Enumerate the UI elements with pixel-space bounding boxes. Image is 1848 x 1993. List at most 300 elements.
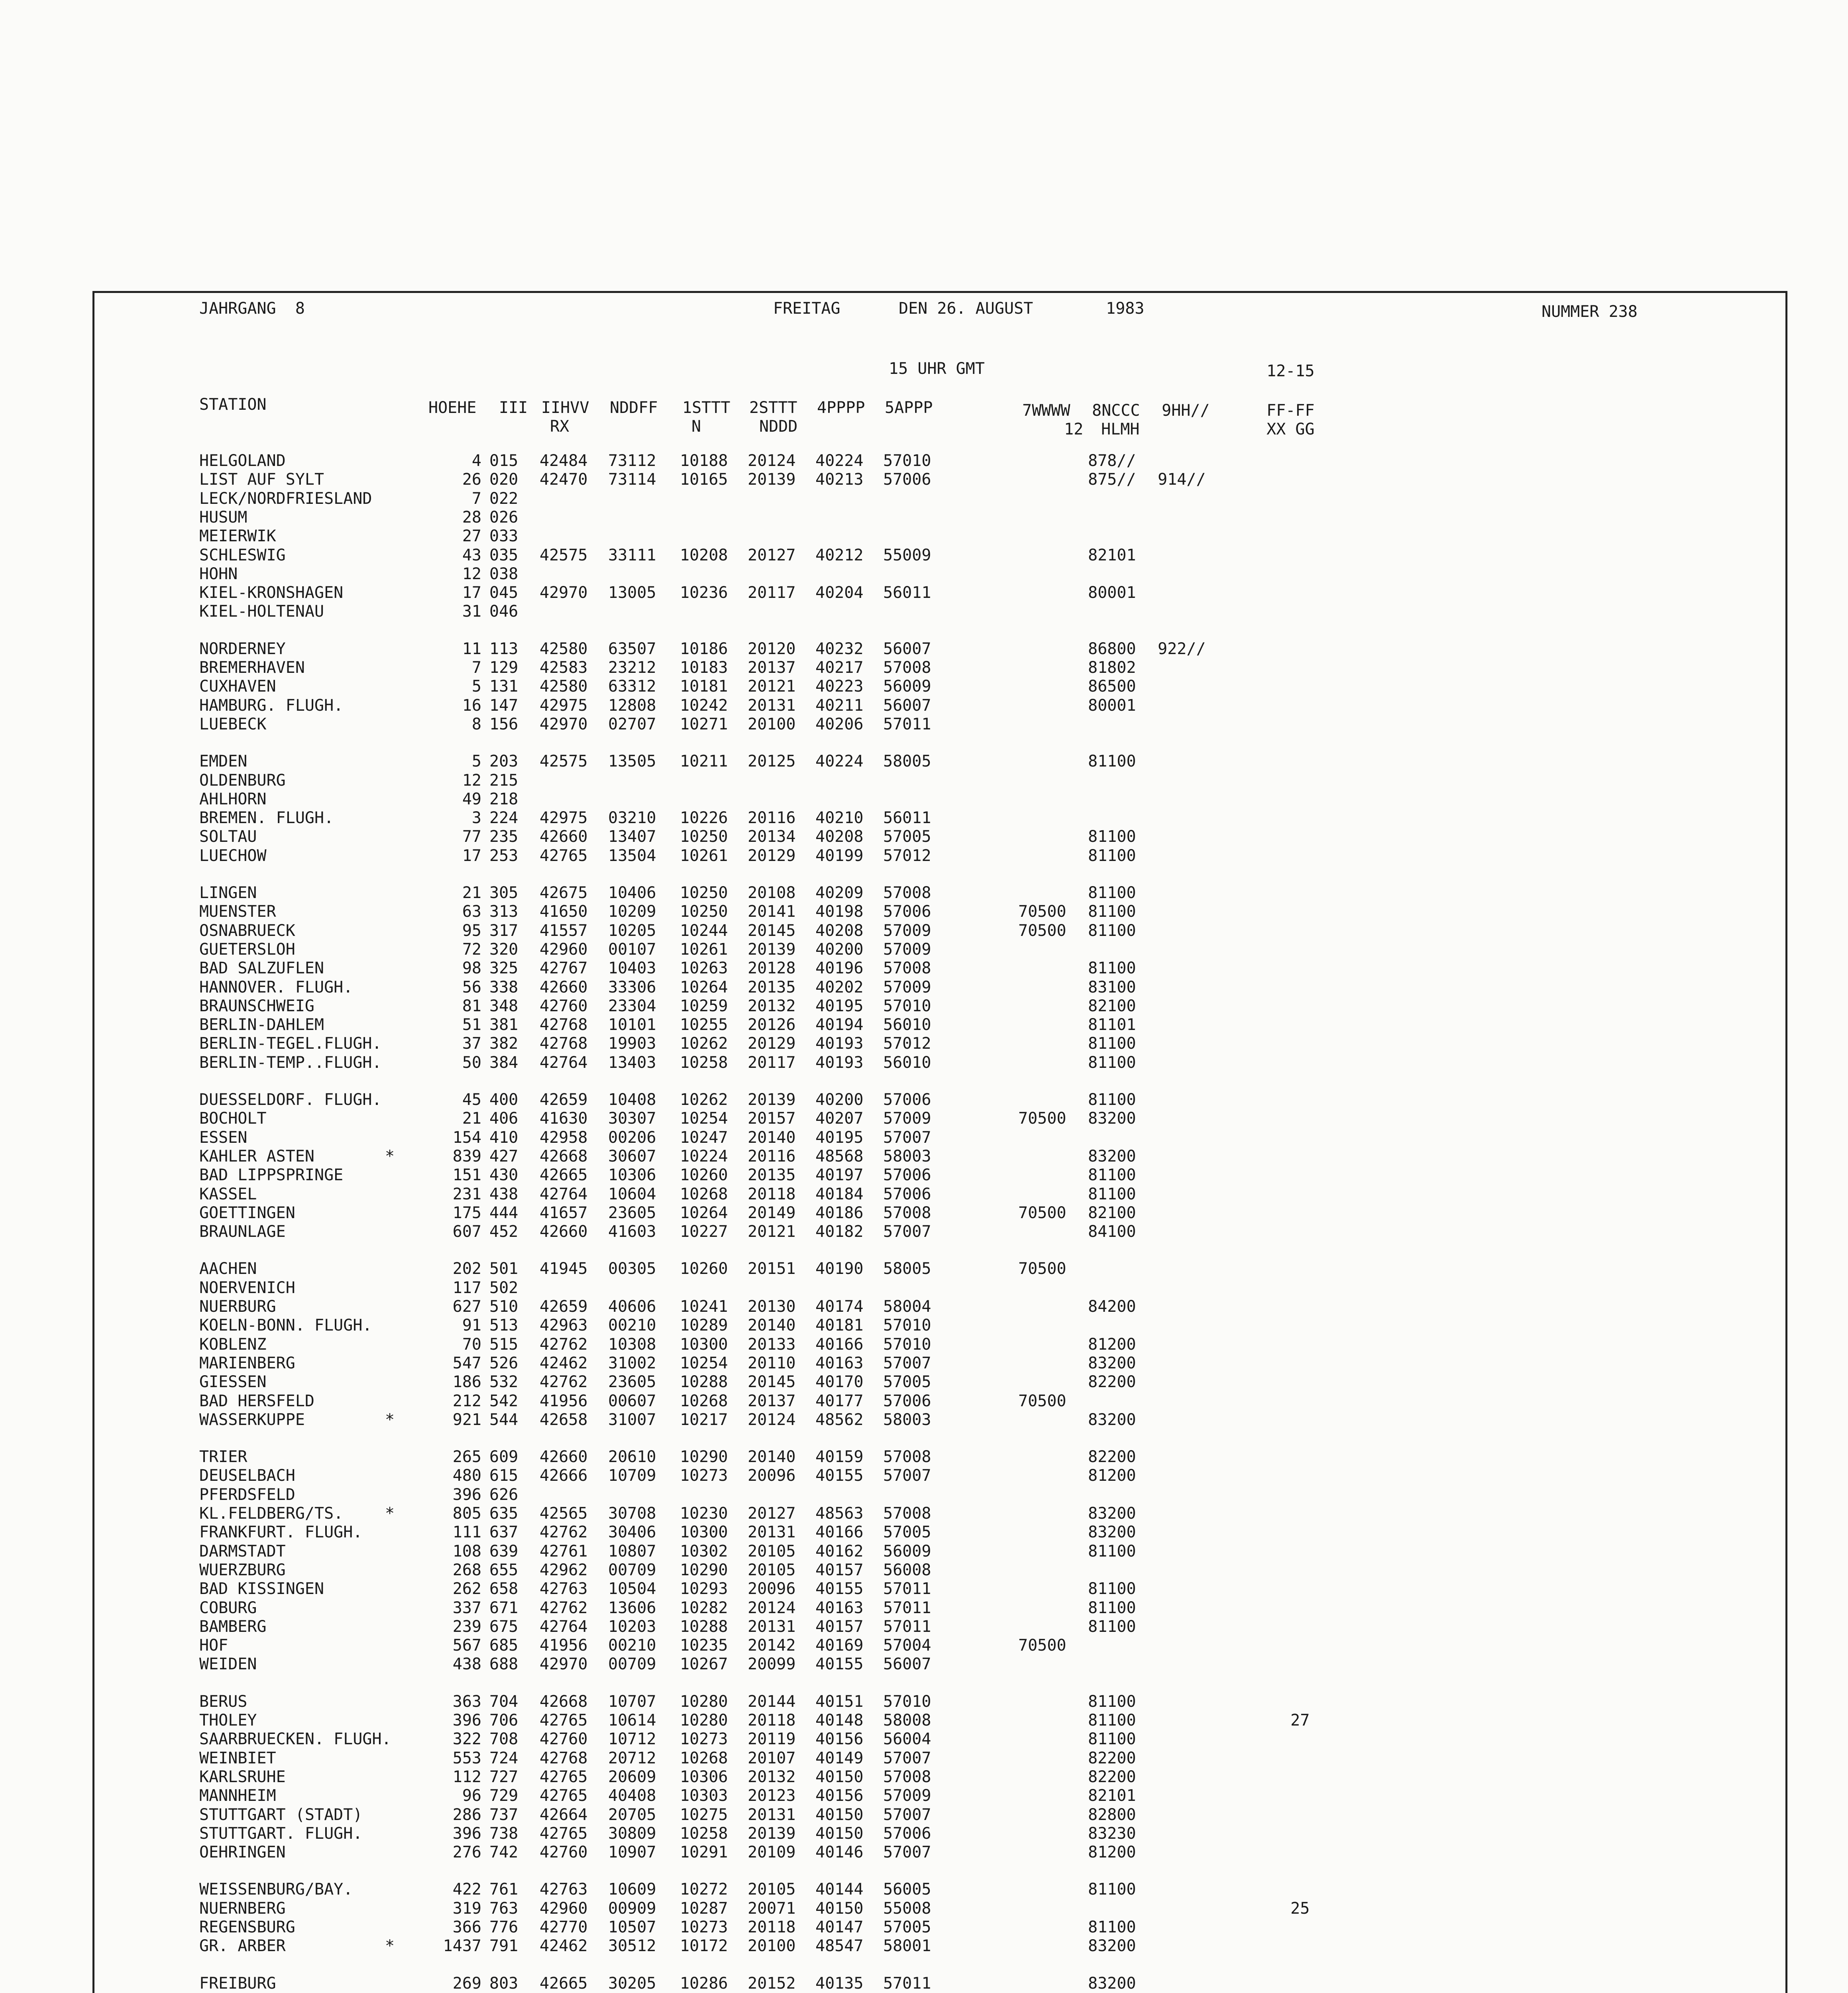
cell-2sttt: 20118 xyxy=(748,1918,796,1936)
cell-station: ESSEN xyxy=(199,1128,247,1147)
table-row xyxy=(0,1373,1848,1392)
cell-station: NUERNBERG xyxy=(199,1899,286,1918)
table-row xyxy=(0,847,1848,865)
cell-iii: 203 xyxy=(489,752,518,771)
cell-hoehe: 31 xyxy=(462,602,481,621)
cell-iihvv: 42575 xyxy=(540,752,588,771)
cell-iihvv: 42760 xyxy=(540,996,588,1015)
cell-iihvv: 42970 xyxy=(540,715,588,733)
cell-2sttt: 20135 xyxy=(748,978,796,996)
cell-1sttt: 10267 xyxy=(680,1655,728,1674)
table-row xyxy=(0,602,1848,621)
cell-iii: 235 xyxy=(489,827,518,846)
table-row xyxy=(0,1260,1848,1278)
cell-hoehe: 5 xyxy=(471,752,481,771)
col-iihvv: IIHVV xyxy=(541,399,589,417)
cell-iii: 452 xyxy=(489,1223,518,1241)
cell-hoehe: 396 xyxy=(452,1711,481,1730)
cell-station: DUESSELDORF. FLUGH. xyxy=(199,1091,382,1109)
cell-2sttt: 20100 xyxy=(748,1937,796,1956)
table-row xyxy=(0,1749,1848,1768)
cell-hoehe: 212 xyxy=(452,1392,481,1410)
cell-2sttt: 20124 xyxy=(748,1410,796,1429)
cell-nddff: 13504 xyxy=(608,846,656,865)
table-row xyxy=(0,884,1848,902)
cell-1sttt: 10303 xyxy=(680,1787,728,1805)
cell-2sttt: 20120 xyxy=(748,639,796,658)
cell-1sttt: 10300 xyxy=(680,1335,728,1354)
cell-iii: 427 xyxy=(489,1147,518,1166)
year: 1983 xyxy=(1106,299,1145,318)
cell-station: MANNHEIM xyxy=(199,1787,276,1805)
table-row xyxy=(0,1730,1848,1749)
cell-4pppp: 40182 xyxy=(815,1223,864,1241)
table-row xyxy=(0,1091,1848,1109)
cell-iihvv: 42660 xyxy=(540,1448,588,1466)
cell-station: BRAUNLAGE xyxy=(199,1223,286,1241)
cell-1sttt: 10263 xyxy=(680,959,728,978)
cell-iihvv: 42765 xyxy=(540,1824,588,1843)
cell-station: OLDENBURG xyxy=(199,771,286,790)
table-row xyxy=(0,1335,1848,1354)
cell-station: EMDEN xyxy=(199,752,247,771)
cell-hoehe: 151 xyxy=(452,1166,481,1185)
cell-1sttt: 10302 xyxy=(680,1542,728,1561)
cell-nddff: 00210 xyxy=(608,1316,656,1335)
cell-2sttt: 20134 xyxy=(748,827,796,846)
cell-4pppp: 40155 xyxy=(815,1655,864,1674)
cell-nddff: 30307 xyxy=(608,1109,656,1128)
cell-8nccc: 81200 xyxy=(1088,1335,1136,1354)
cell-4pppp: 40181 xyxy=(815,1316,864,1335)
cell-8nccc: 81802 xyxy=(1088,658,1136,677)
cell-iihvv: 42768 xyxy=(540,1749,588,1767)
cell-1sttt: 10290 xyxy=(680,1448,728,1466)
table-row xyxy=(0,1316,1848,1335)
cell-8nccc: 81100 xyxy=(1088,921,1136,940)
cell-station: BOCHOLT xyxy=(199,1109,267,1128)
cell-nddff: 13005 xyxy=(608,584,656,602)
cell-hoehe: 43 xyxy=(462,546,481,564)
cell-nddff: 73112 xyxy=(608,452,656,470)
cell-1sttt: 10275 xyxy=(680,1805,728,1824)
cell-station: TRIER xyxy=(199,1448,247,1466)
cell-iihvv: 41956 xyxy=(540,1636,588,1655)
cell-8nccc: 81100 xyxy=(1088,1091,1136,1109)
table-row xyxy=(0,1711,1848,1730)
table-row xyxy=(0,470,1848,489)
cell-iii: 338 xyxy=(489,978,518,996)
date: DEN 26. AUGUST xyxy=(899,299,1033,318)
table-row xyxy=(0,978,1848,997)
cell-2sttt: 20096 xyxy=(748,1466,796,1485)
cell-5appp: 56004 xyxy=(883,1730,931,1749)
cell-nddff: 13606 xyxy=(608,1598,656,1617)
cell-2sttt: 20123 xyxy=(748,1787,796,1805)
cell-7wwww: 70500 xyxy=(1018,921,1066,940)
cell-5appp: 57005 xyxy=(883,827,931,846)
cell-nddff: 23212 xyxy=(608,658,656,677)
cell-8nccc: 82101 xyxy=(1088,1787,1136,1805)
cell-iii: 688 xyxy=(489,1655,518,1674)
cell-iihvv: 42975 xyxy=(540,696,588,715)
table-row xyxy=(0,752,1848,771)
cell-5appp: 57009 xyxy=(883,921,931,940)
cell-1sttt: 10211 xyxy=(680,752,728,771)
cell-station: OEHRINGEN xyxy=(199,1843,286,1862)
cell-4pppp: 40199 xyxy=(815,846,864,865)
cell-iii: 320 xyxy=(489,940,518,959)
cell-station: STUTTGART. FLUGH. xyxy=(199,1824,363,1843)
cell-hoehe: 175 xyxy=(452,1203,481,1222)
cell-1sttt: 10165 xyxy=(680,470,728,489)
cell-hoehe: 49 xyxy=(462,790,481,808)
col-7wwww: 7WWWW xyxy=(1022,401,1070,420)
cell-nddff: 30406 xyxy=(608,1523,656,1542)
cell-iihvv: 42462 xyxy=(540,1937,588,1956)
cell-1sttt: 10236 xyxy=(680,584,728,602)
cell-ffff: 25 xyxy=(1290,1899,1310,1918)
cell-station: BAD KISSINGEN xyxy=(199,1580,324,1598)
cell-5appp: 57008 xyxy=(883,959,931,978)
cell-4pppp: 40177 xyxy=(815,1392,864,1410)
cell-hoehe: 117 xyxy=(452,1278,481,1297)
cell-station: BREMERHAVEN xyxy=(199,658,305,677)
cell-7wwww: 70500 xyxy=(1018,1203,1066,1222)
cell-5appp: 57008 xyxy=(883,1767,931,1786)
cell-iihvv: 42664 xyxy=(540,1805,588,1824)
cell-station: HOHN xyxy=(199,564,238,583)
cell-1sttt: 10250 xyxy=(680,884,728,902)
cell-nddff: 10308 xyxy=(608,1335,656,1354)
cell-hoehe: 337 xyxy=(452,1598,481,1617)
cell-4pppp: 40208 xyxy=(815,827,864,846)
cell-hoehe: 286 xyxy=(452,1805,481,1824)
cell-station: BAD LIPPSPRINGE xyxy=(199,1166,344,1185)
cell-iii: 738 xyxy=(489,1824,518,1843)
table-row xyxy=(0,658,1848,677)
cell-mountain-marker: * xyxy=(385,1504,395,1523)
cell-2sttt: 20121 xyxy=(748,1223,796,1241)
cell-station: BERLIN-TEMP..FLUGH. xyxy=(199,1053,382,1072)
cell-4pppp: 40186 xyxy=(815,1203,864,1222)
cell-nddff: 10403 xyxy=(608,959,656,978)
cell-station: AHLHORN xyxy=(199,790,267,808)
cell-1sttt: 10288 xyxy=(680,1373,728,1392)
cell-hoehe: 396 xyxy=(452,1485,481,1504)
cell-5appp: 56009 xyxy=(883,677,931,696)
cell-station: CUXHAVEN xyxy=(199,677,276,696)
cell-1sttt: 10188 xyxy=(680,452,728,470)
col-1sttt-sub: N xyxy=(691,417,701,436)
cell-5appp: 57006 xyxy=(883,902,931,921)
table-row xyxy=(0,1128,1848,1147)
cell-8nccc: 83200 xyxy=(1088,1354,1136,1372)
cell-station: HOF xyxy=(199,1636,228,1655)
table-row xyxy=(0,1974,1848,1993)
cell-station: WASSERKUPPE xyxy=(199,1410,305,1429)
cell-hoehe: 95 xyxy=(462,921,481,940)
cell-5appp: 57012 xyxy=(883,846,931,865)
cell-8nccc: 82100 xyxy=(1088,996,1136,1015)
cell-2sttt: 20116 xyxy=(748,809,796,827)
cell-nddff: 20609 xyxy=(608,1767,656,1786)
cell-iii: 704 xyxy=(489,1692,518,1711)
cell-1sttt: 10290 xyxy=(680,1561,728,1579)
cell-1sttt: 10273 xyxy=(680,1730,728,1749)
cell-1sttt: 10288 xyxy=(680,1617,728,1636)
table-row xyxy=(0,1354,1848,1373)
cell-1sttt: 10293 xyxy=(680,1580,728,1598)
cell-4pppp: 40150 xyxy=(815,1824,864,1843)
cell-1sttt: 10289 xyxy=(680,1316,728,1335)
cell-2sttt: 20124 xyxy=(748,452,796,470)
cell-8nccc: 83100 xyxy=(1088,978,1136,996)
cell-8nccc: 82101 xyxy=(1088,546,1136,564)
cell-iii: 706 xyxy=(489,1711,518,1730)
cell-hoehe: 276 xyxy=(452,1843,481,1862)
cell-1sttt: 10250 xyxy=(680,902,728,921)
cell-8nccc: 83230 xyxy=(1088,1824,1136,1843)
cell-iii: 513 xyxy=(489,1316,518,1335)
weekday: FREITAG xyxy=(773,299,841,318)
cell-nddff: 41603 xyxy=(608,1223,656,1241)
cell-hoehe: 921 xyxy=(452,1410,481,1429)
table-row xyxy=(0,508,1848,527)
cell-iii: 791 xyxy=(489,1937,518,1956)
cell-iihvv: 42761 xyxy=(540,1542,588,1561)
cell-nddff: 40606 xyxy=(608,1297,656,1316)
cell-4pppp: 40157 xyxy=(815,1617,864,1636)
cell-2sttt: 20137 xyxy=(748,1392,796,1410)
cell-2sttt: 20131 xyxy=(748,1805,796,1824)
col-9hh: 9HH// xyxy=(1162,401,1210,420)
cell-2sttt: 20157 xyxy=(748,1109,796,1128)
cell-station: REGENSBURG xyxy=(199,1918,295,1936)
cell-station: SOLTAU xyxy=(199,827,257,846)
cell-iii: 761 xyxy=(489,1880,518,1899)
cell-5appp: 57006 xyxy=(883,1091,931,1109)
cell-iihvv: 42765 xyxy=(540,1787,588,1805)
cell-iii: 131 xyxy=(489,677,518,696)
cell-5appp: 56008 xyxy=(883,1561,931,1579)
table-row xyxy=(0,1899,1848,1918)
cell-7wwww: 70500 xyxy=(1018,1260,1066,1278)
cell-2sttt: 20126 xyxy=(748,1016,796,1034)
cell-8nccc: 81100 xyxy=(1088,1598,1136,1617)
cell-4pppp: 40209 xyxy=(815,884,864,902)
table-row xyxy=(0,1016,1848,1034)
cell-iihvv: 42659 xyxy=(540,1297,588,1316)
cell-hoehe: 239 xyxy=(452,1617,481,1636)
cell-1sttt: 10273 xyxy=(680,1918,728,1936)
col-4pppp: 4PPPP xyxy=(817,399,865,417)
cell-hoehe: 28 xyxy=(462,508,481,527)
cell-2sttt: 20149 xyxy=(748,1203,796,1222)
table-row xyxy=(0,1843,1848,1862)
cell-iihvv: 42970 xyxy=(540,1655,588,1674)
table-row xyxy=(0,527,1848,546)
cell-nddff: 63312 xyxy=(608,677,656,696)
cell-station: BAD HERSFELD xyxy=(199,1392,314,1410)
cell-iihvv: 42768 xyxy=(540,1034,588,1053)
table-row xyxy=(0,1561,1848,1580)
cell-iii: 305 xyxy=(489,884,518,902)
cell-4pppp: 40162 xyxy=(815,1542,864,1561)
cell-4pppp: 40146 xyxy=(815,1843,864,1862)
cell-iihvv: 42668 xyxy=(540,1147,588,1166)
cell-8nccc: 81100 xyxy=(1088,752,1136,771)
cell-5appp: 56010 xyxy=(883,1053,931,1072)
cell-1sttt: 10261 xyxy=(680,846,728,865)
cell-nddff: 33111 xyxy=(608,546,656,564)
table-row xyxy=(0,1504,1848,1523)
cell-nddff: 10907 xyxy=(608,1843,656,1862)
cell-nddff: 00305 xyxy=(608,1260,656,1278)
cell-nddff: 03210 xyxy=(608,809,656,827)
cell-5appp: 57008 xyxy=(883,1504,931,1523)
cell-1sttt: 10291 xyxy=(680,1843,728,1862)
cell-4pppp: 40217 xyxy=(815,658,864,677)
cell-station: MEIERWIK xyxy=(199,527,276,546)
cell-2sttt: 20096 xyxy=(748,1580,796,1598)
cell-station: GR. ARBER xyxy=(199,1937,286,1956)
cell-2sttt: 20071 xyxy=(748,1899,796,1918)
cell-5appp: 58005 xyxy=(883,1260,931,1278)
cell-1sttt: 10217 xyxy=(680,1410,728,1429)
cell-iii: 742 xyxy=(489,1843,518,1862)
table-row xyxy=(0,452,1848,470)
cell-iii: 776 xyxy=(489,1918,518,1936)
cell-station: GIESSEN xyxy=(199,1373,267,1392)
cell-station: COBURG xyxy=(199,1598,257,1617)
col-iihvv-sub: RX xyxy=(550,417,570,436)
cell-4pppp: 40163 xyxy=(815,1598,864,1617)
cell-iihvv: 42583 xyxy=(540,658,588,677)
cell-2sttt: 20139 xyxy=(748,1091,796,1109)
cell-2sttt: 20131 xyxy=(748,696,796,715)
cell-2sttt: 20107 xyxy=(748,1749,796,1767)
table-row xyxy=(0,1297,1848,1316)
cell-iii: 655 xyxy=(489,1561,518,1579)
cell-2sttt: 20119 xyxy=(748,1730,796,1749)
table-row xyxy=(0,1768,1848,1787)
cell-station: DEUSELBACH xyxy=(199,1466,295,1485)
cell-iihvv: 42659 xyxy=(540,1091,588,1109)
cell-8nccc: 81100 xyxy=(1088,1580,1136,1598)
cell-nddff: 31007 xyxy=(608,1410,656,1429)
cell-2sttt: 20139 xyxy=(748,1824,796,1843)
cell-nddff: 30205 xyxy=(608,1974,656,1993)
cell-hoehe: 108 xyxy=(452,1542,481,1561)
cell-station: NORDERNEY xyxy=(199,639,286,658)
cell-4pppp: 40193 xyxy=(815,1053,864,1072)
cell-iihvv: 42675 xyxy=(540,884,588,902)
table-row xyxy=(0,1034,1848,1053)
cell-nddff: 10712 xyxy=(608,1730,656,1749)
cell-1sttt: 10262 xyxy=(680,1034,728,1053)
cell-8nccc: 81100 xyxy=(1088,959,1136,978)
cell-iihvv: 42970 xyxy=(540,584,588,602)
cell-2sttt: 20117 xyxy=(748,584,796,602)
cell-hoehe: 8 xyxy=(471,715,481,733)
cell-nddff: 63507 xyxy=(608,639,656,658)
cell-iii: 526 xyxy=(489,1354,518,1372)
cell-5appp: 57010 xyxy=(883,1335,931,1354)
cell-hoehe: 27 xyxy=(462,527,481,546)
cell-2sttt: 20142 xyxy=(748,1636,796,1655)
cell-5appp: 58008 xyxy=(883,1711,931,1730)
cell-8nccc: 81100 xyxy=(1088,1166,1136,1185)
cell-iihvv: 42762 xyxy=(540,1598,588,1617)
cell-4pppp: 40135 xyxy=(815,1974,864,1993)
cell-5appp: 57007 xyxy=(883,1466,931,1485)
cell-2sttt: 20129 xyxy=(748,1034,796,1053)
cell-2sttt: 20127 xyxy=(748,546,796,564)
cell-hoehe: 16 xyxy=(462,696,481,715)
cell-8nccc: 83200 xyxy=(1088,1937,1136,1956)
cell-iihvv: 42767 xyxy=(540,959,588,978)
cell-4pppp: 40195 xyxy=(815,996,864,1015)
cell-4pppp: 40151 xyxy=(815,1692,864,1711)
cell-4pppp: 48562 xyxy=(815,1410,864,1429)
table-row xyxy=(0,940,1848,959)
cell-hoehe: 81 xyxy=(462,996,481,1015)
cell-8nccc: 83200 xyxy=(1088,1147,1136,1166)
cell-5appp: 57009 xyxy=(883,1787,931,1805)
cell-5appp: 58003 xyxy=(883,1147,931,1166)
cell-5appp: 57006 xyxy=(883,1185,931,1203)
table-row xyxy=(0,1618,1848,1636)
cell-iihvv: 41650 xyxy=(540,902,588,921)
cell-4pppp: 40195 xyxy=(815,1128,864,1147)
cell-5appp: 57008 xyxy=(883,884,931,902)
cell-nddff: 00909 xyxy=(608,1899,656,1918)
cell-4pppp: 40212 xyxy=(815,546,864,564)
cell-8nccc: 83200 xyxy=(1088,1109,1136,1128)
cell-iihvv: 42565 xyxy=(540,1504,588,1523)
cell-2sttt: 20145 xyxy=(748,1373,796,1392)
cell-2sttt: 20145 xyxy=(748,921,796,940)
cell-1sttt: 10260 xyxy=(680,1166,728,1185)
cell-4pppp: 40155 xyxy=(815,1580,864,1598)
cell-1sttt: 10264 xyxy=(680,1203,728,1222)
cell-2sttt: 20130 xyxy=(748,1297,796,1316)
cell-8nccc: 878// xyxy=(1088,452,1136,470)
table-row xyxy=(0,1166,1848,1185)
cell-station: LECK/NORDFRIESLAND xyxy=(199,489,372,508)
cell-8nccc: 81100 xyxy=(1088,827,1136,846)
cell-iihvv: 42962 xyxy=(540,1561,588,1579)
cell-8nccc: 81100 xyxy=(1088,1034,1136,1053)
cell-8nccc: 80001 xyxy=(1088,584,1136,602)
cell-5appp: 57009 xyxy=(883,940,931,959)
cell-nddff: 19903 xyxy=(608,1034,656,1053)
cell-1sttt: 10272 xyxy=(680,1880,728,1899)
cell-5appp: 56007 xyxy=(883,1655,931,1674)
cell-9hh: 922// xyxy=(1158,639,1206,658)
issue-number: NUMMER 238 xyxy=(1542,303,1638,321)
cell-5appp: 58005 xyxy=(883,752,931,771)
cell-2sttt: 20132 xyxy=(748,996,796,1015)
cell-1sttt: 10247 xyxy=(680,1128,728,1147)
cell-4pppp: 40147 xyxy=(815,1918,864,1936)
cell-hoehe: 1437 xyxy=(443,1937,481,1956)
col-5appp: 5APPP xyxy=(885,399,933,417)
table-row xyxy=(0,1787,1848,1805)
cell-1sttt: 10280 xyxy=(680,1692,728,1711)
cell-station: GOETTINGEN xyxy=(199,1203,295,1222)
